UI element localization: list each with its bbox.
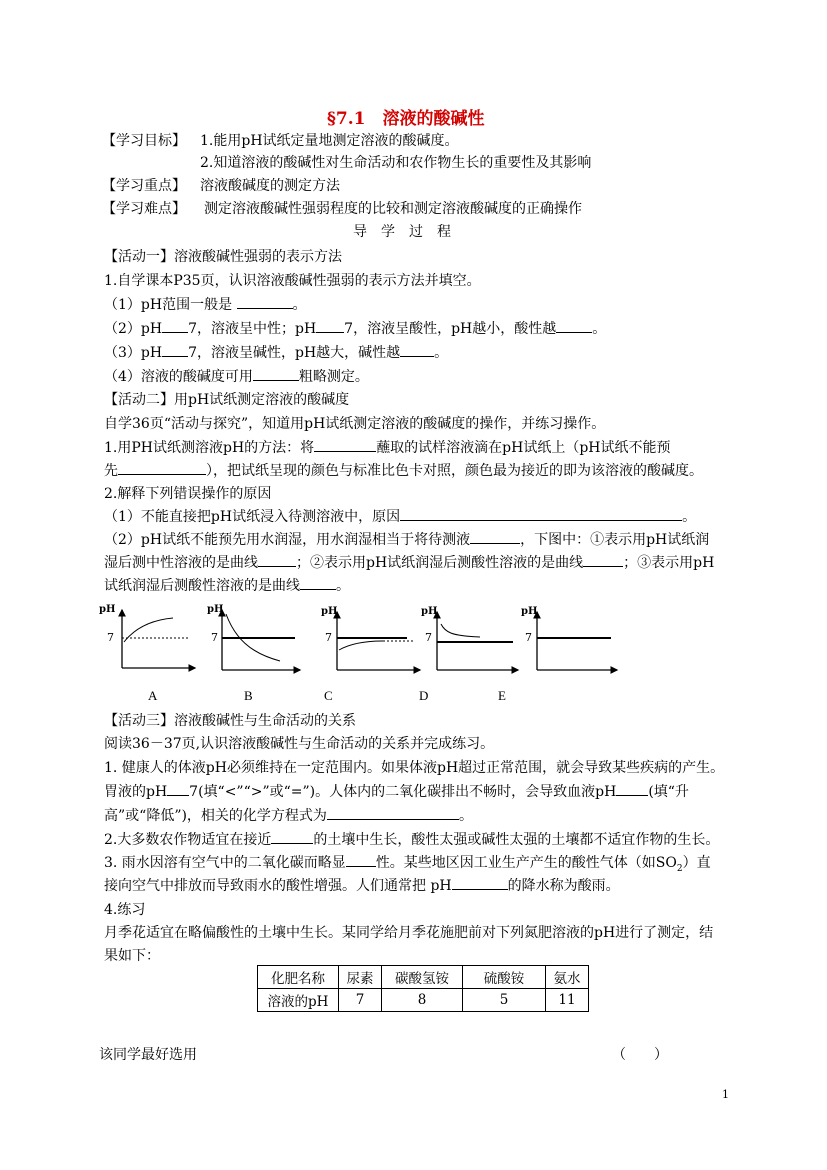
blank[interactable]: [162, 343, 188, 357]
activity1-q2: （2）pH 7，溶液呈中性；pH 7，溶液呈酸性，pH越小，酸性越 。: [104, 321, 607, 337]
activity3-p1-line3: 高”或“降低”)，相关的化学方程式为 。: [104, 808, 473, 824]
difficulty-text: 测定溶液酸碱性强弱程度的比较和测定溶液酸碱度的正确操作: [204, 201, 582, 217]
blank[interactable]: [118, 461, 206, 475]
activity3-practice: 4.练习: [104, 902, 146, 918]
activity3-heading: 【活动三】溶液酸碱性与生命活动的关系: [104, 713, 356, 729]
table-row: [258, 989, 589, 1012]
graph-c: [321, 606, 420, 670]
table-cell: 碳酸氢铵: [382, 966, 463, 989]
blank[interactable]: [167, 782, 189, 796]
blank[interactable]: [258, 553, 296, 567]
page-number: 1: [722, 1088, 729, 1101]
activity3-p3-line1: 3. 雨水因溶有空气中的二氧化碳而略显 性。某些地区因工业生产产生的酸性气体（如$SO_2$）直: [104, 855, 711, 874]
blank[interactable]: [237, 295, 293, 309]
question-text: 该同学最好选用: [99, 1047, 197, 1063]
graph-e: [521, 606, 617, 670]
activity1-q4: （4）溶液的酸碱度可用 粗略测定。: [104, 369, 369, 385]
blank[interactable]: [400, 343, 434, 357]
blank[interactable]: [616, 782, 648, 796]
activity2-heading: 【活动二】用pH试纸测定溶液的酸碱度: [104, 392, 350, 408]
activity2-intro: 自学36页“活动与探究”，知道用pH试纸测定溶液的酸碱度的操作，并练习操作。: [104, 416, 606, 432]
table-cell: 8: [382, 989, 463, 1012]
blank[interactable]: [314, 438, 376, 452]
table-cell: 氨水: [546, 966, 589, 989]
activity2-error2-line1: （2）pH试纸不能预先用水润湿，用水润湿相当于将待测液 ，下图中：①表示用pH试纸润: [104, 532, 710, 548]
blank[interactable]: [346, 853, 376, 867]
blank[interactable]: [162, 319, 188, 333]
seven-label: 7: [525, 631, 532, 644]
blank[interactable]: [400, 507, 682, 521]
activity2-error2-line3: 试纸润湿后测酸性溶液的是曲线 。: [104, 578, 350, 594]
activity3-practice-line2: 果如下：: [104, 948, 160, 964]
activity2-method-line1: 1.用PH试纸测溶液pH的方法：将 蘸取的试样溶液滴在pH试纸上（pH试纸不能预: [104, 440, 671, 456]
process-heading: 导 学 过 程: [353, 224, 451, 240]
table-cell: 7: [339, 989, 382, 1012]
blank[interactable]: [300, 576, 336, 590]
graph-label-d: D: [419, 688, 429, 703]
graph-label-b: B: [244, 688, 253, 703]
activity3-p3-line2: 接向空气中排放而导致雨水的酸性增强。人们通常把 pH 的降水称为酸雨。: [104, 878, 620, 894]
table-cell: 化肥名称: [258, 966, 339, 989]
blank[interactable]: [327, 806, 459, 820]
seven-label: 7: [107, 631, 114, 644]
page-title: §7.1 溶液的酸碱性: [327, 109, 485, 129]
ph-curve-graphs: [95, 598, 635, 708]
graph-a: [99, 604, 195, 668]
blank[interactable]: [556, 319, 592, 333]
activity2-explain: 2.解释下列错误操作的原因: [104, 486, 272, 502]
activity3-p1-line2: 胃液的pH 7(填“<”“>”或“=”)。人体内的二氧化碳排出不畅时，会导致血液pH (填“升: [104, 784, 689, 800]
goal-item-2: 2.知道溶液的酸碱性对生命活动和农作物生长的重要性及其影响: [200, 155, 592, 171]
focus-text: 溶液酸碱度的测定方法: [200, 178, 340, 194]
ph-axis-label: pH: [521, 606, 538, 617]
answer-bracket[interactable]: （ ）: [612, 1047, 668, 1063]
blank[interactable]: [583, 553, 623, 567]
goal-item-1: 1.能用pH试纸定量地测定溶液的酸碱度。: [200, 133, 459, 149]
table-cell: 尿素: [339, 966, 382, 989]
blank[interactable]: [316, 319, 344, 333]
activity1-heading: 【活动一】溶液酸碱性强弱的表示方法: [104, 249, 342, 265]
graph-b: [207, 604, 300, 670]
graph-label-e: E: [498, 688, 506, 703]
blank[interactable]: [253, 367, 299, 381]
activity1-intro: 1.自学课本P35页，认识溶液酸碱性强弱的表示方法并填空。: [104, 273, 481, 289]
seven-label: 7: [211, 631, 218, 644]
activity1-q3: （3）pH 7，溶液呈碱性，pH越大，碱性越 。: [104, 345, 449, 361]
blank[interactable]: [470, 530, 520, 544]
ph-axis-label: pH: [207, 604, 224, 615]
activity3-p1-line1: 1. 健康人的体液pH必须维持在一定范围内。如果体液pH超过正常范围，就会导致某些疾病的产生。: [104, 760, 725, 776]
blank[interactable]: [271, 830, 313, 844]
activity3-practice-line1: 月季花适宜在略偏酸性的土壤中生长。某同学给月季花施肥前对下列氮肥溶液的pH进行了测定，结: [104, 925, 714, 941]
table-cell: 溶液的pH: [258, 989, 339, 1012]
goal-label: 【学习目标】: [102, 133, 186, 149]
table-header-row: [258, 966, 589, 989]
table-cell: 11: [546, 989, 589, 1012]
activity1-q1: （1）pH范围一般是 。: [104, 297, 307, 313]
ph-axis-label: pH: [321, 606, 338, 617]
seven-label: 7: [325, 631, 332, 644]
ph-axis-label: pH: [421, 606, 438, 617]
activity3-intro: 阅读36－37页,认识溶液酸碱性与生命活动的关系并完成练习。: [104, 736, 495, 752]
difficulty-label: 【学习难点】: [102, 201, 186, 217]
activity3-p2: 2.大多数农作物适宜在接近 的土壤中生长，酸性太强或碱性太强的土壤都不适宜作物的生长。: [104, 832, 720, 848]
graph-label-c: C: [324, 688, 333, 703]
fertilizer-ph-table: [257, 965, 589, 1012]
ph-axis-label: pH: [99, 604, 116, 615]
activity2-error1: （1）不能直接把pH试纸浸入待测溶液中，原因 。: [104, 509, 697, 525]
table-cell: 5: [463, 989, 546, 1012]
graph-d: [421, 606, 518, 670]
seven-label: 7: [425, 631, 432, 644]
blank[interactable]: [452, 876, 508, 890]
table-cell: 硫酸铵: [463, 966, 546, 989]
graph-label-a: A: [148, 688, 158, 703]
activity2-method-line2: 先 ），把试纸呈现的颜色与标准比色卡对照，颜色最为接近的即为该溶液的酸碱度。: [104, 463, 703, 479]
focus-label: 【学习重点】: [102, 178, 186, 194]
activity2-error2-line2: 湿后测中性溶液的是曲线 ；②表示用pH试纸润湿后测酸性溶液的是曲线 ；③表示用pH: [104, 555, 715, 571]
